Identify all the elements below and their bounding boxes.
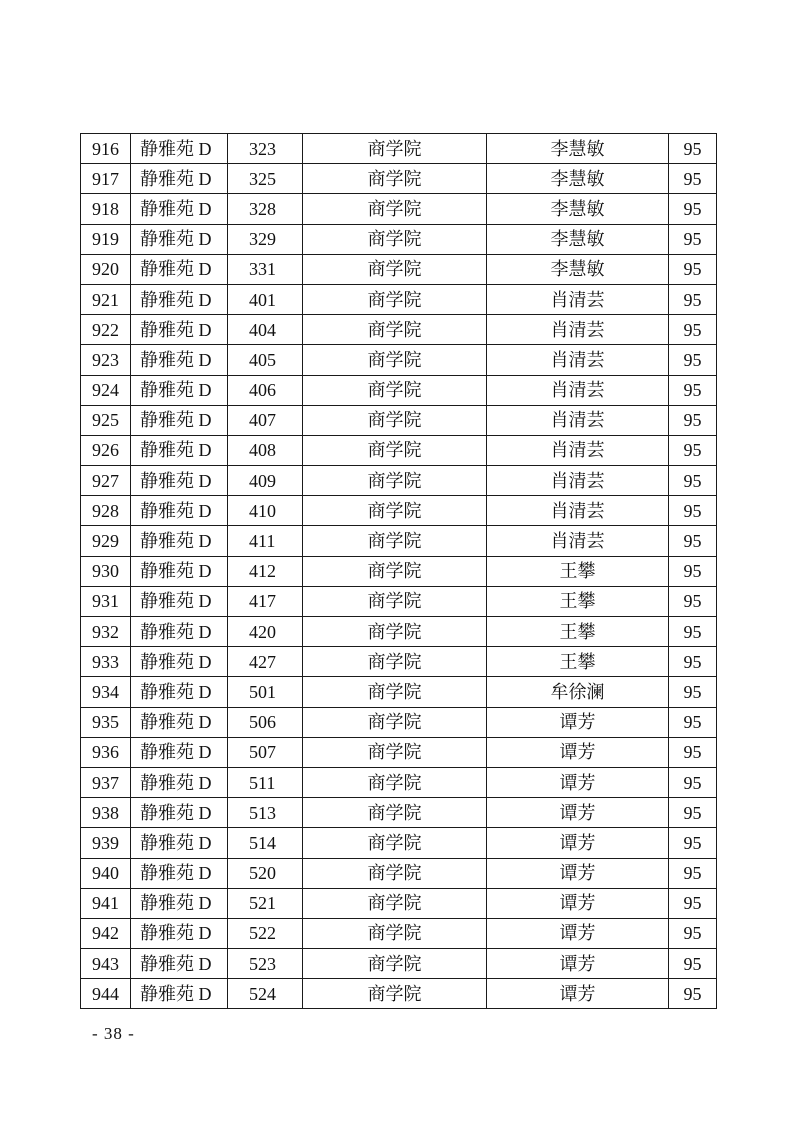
counselor-cell: 谭芳 bbox=[487, 979, 669, 1009]
score-cell: 95 bbox=[669, 949, 717, 979]
row-number-cell: 925 bbox=[81, 405, 131, 435]
counselor-cell: 李慧敏 bbox=[487, 224, 669, 254]
row-number-cell: 934 bbox=[81, 677, 131, 707]
college-cell: 商学院 bbox=[303, 949, 487, 979]
building-cell: 静雅苑 D bbox=[131, 707, 228, 737]
row-number-cell: 944 bbox=[81, 979, 131, 1009]
counselor-cell: 王攀 bbox=[487, 647, 669, 677]
building-cell: 静雅苑 D bbox=[131, 677, 228, 707]
counselor-cell: 肖清芸 bbox=[487, 375, 669, 405]
college-cell: 商学院 bbox=[303, 194, 487, 224]
table-row bbox=[81, 375, 717, 405]
building-cell: 静雅苑 D bbox=[131, 435, 228, 465]
college-cell: 商学院 bbox=[303, 345, 487, 375]
building-cell: 静雅苑 D bbox=[131, 979, 228, 1009]
room-cell: 520 bbox=[228, 858, 303, 888]
score-cell: 95 bbox=[669, 858, 717, 888]
table-row bbox=[81, 315, 717, 345]
table-row bbox=[81, 466, 717, 496]
score-cell: 95 bbox=[669, 556, 717, 586]
college-cell: 商学院 bbox=[303, 798, 487, 828]
row-number-cell: 942 bbox=[81, 918, 131, 948]
row-number-cell: 918 bbox=[81, 194, 131, 224]
room-cell: 524 bbox=[228, 979, 303, 1009]
row-number-cell: 919 bbox=[81, 224, 131, 254]
score-cell: 95 bbox=[669, 466, 717, 496]
building-cell: 静雅苑 D bbox=[131, 284, 228, 314]
table-row bbox=[81, 254, 717, 284]
counselor-cell: 肖清芸 bbox=[487, 466, 669, 496]
building-cell: 静雅苑 D bbox=[131, 858, 228, 888]
table-row bbox=[81, 194, 717, 224]
room-cell: 408 bbox=[228, 435, 303, 465]
table-row bbox=[81, 435, 717, 465]
table-row bbox=[81, 949, 717, 979]
row-number-cell: 916 bbox=[81, 134, 131, 164]
college-cell: 商学院 bbox=[303, 586, 487, 616]
room-cell: 409 bbox=[228, 466, 303, 496]
table-row bbox=[81, 134, 717, 164]
row-number-cell: 922 bbox=[81, 315, 131, 345]
counselor-cell: 谭芳 bbox=[487, 888, 669, 918]
room-cell: 411 bbox=[228, 526, 303, 556]
row-number-cell: 928 bbox=[81, 496, 131, 526]
row-number-cell: 927 bbox=[81, 466, 131, 496]
row-number-cell: 931 bbox=[81, 586, 131, 616]
score-cell: 95 bbox=[669, 345, 717, 375]
score-cell: 95 bbox=[669, 405, 717, 435]
row-number-cell: 939 bbox=[81, 828, 131, 858]
room-cell: 523 bbox=[228, 949, 303, 979]
table-row bbox=[81, 677, 717, 707]
room-cell: 404 bbox=[228, 315, 303, 345]
score-cell: 95 bbox=[669, 254, 717, 284]
college-cell: 商学院 bbox=[303, 435, 487, 465]
table-row bbox=[81, 979, 717, 1009]
counselor-cell: 王攀 bbox=[487, 556, 669, 586]
college-cell: 商学院 bbox=[303, 828, 487, 858]
table-row bbox=[81, 164, 717, 194]
building-cell: 静雅苑 D bbox=[131, 375, 228, 405]
room-cell: 514 bbox=[228, 828, 303, 858]
score-cell: 95 bbox=[669, 617, 717, 647]
table-row bbox=[81, 888, 717, 918]
row-number-cell: 935 bbox=[81, 707, 131, 737]
building-cell: 静雅苑 D bbox=[131, 345, 228, 375]
college-cell: 商学院 bbox=[303, 164, 487, 194]
table-row bbox=[81, 798, 717, 828]
college-cell: 商学院 bbox=[303, 918, 487, 948]
college-cell: 商学院 bbox=[303, 405, 487, 435]
score-cell: 95 bbox=[669, 828, 717, 858]
counselor-cell: 谭芳 bbox=[487, 949, 669, 979]
row-number-cell: 941 bbox=[81, 888, 131, 918]
counselor-cell: 肖清芸 bbox=[487, 315, 669, 345]
college-cell: 商学院 bbox=[303, 858, 487, 888]
score-cell: 95 bbox=[669, 194, 717, 224]
room-cell: 417 bbox=[228, 586, 303, 616]
building-cell: 静雅苑 D bbox=[131, 164, 228, 194]
row-number-cell: 923 bbox=[81, 345, 131, 375]
row-number-cell: 920 bbox=[81, 254, 131, 284]
table-row bbox=[81, 586, 717, 616]
college-cell: 商学院 bbox=[303, 526, 487, 556]
row-number-cell: 940 bbox=[81, 858, 131, 888]
counselor-cell: 谭芳 bbox=[487, 858, 669, 888]
score-cell: 95 bbox=[669, 737, 717, 767]
room-cell: 507 bbox=[228, 737, 303, 767]
row-number-cell: 924 bbox=[81, 375, 131, 405]
building-cell: 静雅苑 D bbox=[131, 586, 228, 616]
college-cell: 商学院 bbox=[303, 707, 487, 737]
building-cell: 静雅苑 D bbox=[131, 496, 228, 526]
counselor-cell: 谭芳 bbox=[487, 737, 669, 767]
room-cell: 501 bbox=[228, 677, 303, 707]
score-cell: 95 bbox=[669, 798, 717, 828]
counselor-cell: 肖清芸 bbox=[487, 284, 669, 314]
row-number-cell: 926 bbox=[81, 435, 131, 465]
score-cell: 95 bbox=[669, 979, 717, 1009]
table-row bbox=[81, 737, 717, 767]
college-cell: 商学院 bbox=[303, 677, 487, 707]
room-cell: 407 bbox=[228, 405, 303, 435]
building-cell: 静雅苑 D bbox=[131, 134, 228, 164]
room-cell: 521 bbox=[228, 888, 303, 918]
row-number-cell: 943 bbox=[81, 949, 131, 979]
building-cell: 静雅苑 D bbox=[131, 949, 228, 979]
building-cell: 静雅苑 D bbox=[131, 194, 228, 224]
score-cell: 95 bbox=[669, 134, 717, 164]
college-cell: 商学院 bbox=[303, 375, 487, 405]
row-number-cell: 938 bbox=[81, 798, 131, 828]
college-cell: 商学院 bbox=[303, 647, 487, 677]
table-row bbox=[81, 858, 717, 888]
building-cell: 静雅苑 D bbox=[131, 224, 228, 254]
college-cell: 商学院 bbox=[303, 224, 487, 254]
building-cell: 静雅苑 D bbox=[131, 888, 228, 918]
college-cell: 商学院 bbox=[303, 617, 487, 647]
college-cell: 商学院 bbox=[303, 254, 487, 284]
college-cell: 商学院 bbox=[303, 979, 487, 1009]
college-cell: 商学院 bbox=[303, 315, 487, 345]
room-cell: 427 bbox=[228, 647, 303, 677]
score-cell: 95 bbox=[669, 375, 717, 405]
room-cell: 506 bbox=[228, 707, 303, 737]
building-cell: 静雅苑 D bbox=[131, 315, 228, 345]
score-cell: 95 bbox=[669, 767, 717, 797]
table-row bbox=[81, 556, 717, 586]
counselor-cell: 李慧敏 bbox=[487, 164, 669, 194]
counselor-cell: 牟徐澜 bbox=[487, 677, 669, 707]
table-row bbox=[81, 496, 717, 526]
room-cell: 410 bbox=[228, 496, 303, 526]
counselor-cell: 谭芳 bbox=[487, 707, 669, 737]
college-cell: 商学院 bbox=[303, 888, 487, 918]
room-cell: 331 bbox=[228, 254, 303, 284]
score-cell: 95 bbox=[669, 888, 717, 918]
table-row bbox=[81, 767, 717, 797]
building-cell: 静雅苑 D bbox=[131, 918, 228, 948]
room-cell: 420 bbox=[228, 617, 303, 647]
dormitory-score-table bbox=[80, 133, 717, 1009]
table-row bbox=[81, 405, 717, 435]
counselor-cell: 王攀 bbox=[487, 586, 669, 616]
counselor-cell: 王攀 bbox=[487, 617, 669, 647]
score-cell: 95 bbox=[669, 496, 717, 526]
college-cell: 商学院 bbox=[303, 284, 487, 314]
building-cell: 静雅苑 D bbox=[131, 647, 228, 677]
college-cell: 商学院 bbox=[303, 134, 487, 164]
row-number-cell: 933 bbox=[81, 647, 131, 677]
room-cell: 412 bbox=[228, 556, 303, 586]
college-cell: 商学院 bbox=[303, 556, 487, 586]
building-cell: 静雅苑 D bbox=[131, 556, 228, 586]
counselor-cell: 谭芳 bbox=[487, 918, 669, 948]
building-cell: 静雅苑 D bbox=[131, 737, 228, 767]
table-row bbox=[81, 707, 717, 737]
building-cell: 静雅苑 D bbox=[131, 828, 228, 858]
counselor-cell: 肖清芸 bbox=[487, 435, 669, 465]
counselor-cell: 肖清芸 bbox=[487, 345, 669, 375]
score-cell: 95 bbox=[669, 918, 717, 948]
building-cell: 静雅苑 D bbox=[131, 466, 228, 496]
score-cell: 95 bbox=[669, 586, 717, 616]
building-cell: 静雅苑 D bbox=[131, 617, 228, 647]
score-cell: 95 bbox=[669, 164, 717, 194]
page-number: - 38 - bbox=[92, 1024, 135, 1043]
row-number-cell: 936 bbox=[81, 737, 131, 767]
row-number-cell: 921 bbox=[81, 284, 131, 314]
counselor-cell: 肖清芸 bbox=[487, 496, 669, 526]
counselor-cell: 谭芳 bbox=[487, 767, 669, 797]
counselor-cell: 李慧敏 bbox=[487, 254, 669, 284]
room-cell: 329 bbox=[228, 224, 303, 254]
college-cell: 商学院 bbox=[303, 737, 487, 767]
score-cell: 95 bbox=[669, 707, 717, 737]
table-row bbox=[81, 828, 717, 858]
room-cell: 328 bbox=[228, 194, 303, 224]
score-cell: 95 bbox=[669, 435, 717, 465]
room-cell: 401 bbox=[228, 284, 303, 314]
score-cell: 95 bbox=[669, 677, 717, 707]
counselor-cell: 李慧敏 bbox=[487, 134, 669, 164]
table-row bbox=[81, 918, 717, 948]
room-cell: 406 bbox=[228, 375, 303, 405]
score-cell: 95 bbox=[669, 315, 717, 345]
score-cell: 95 bbox=[669, 526, 717, 556]
row-number-cell: 917 bbox=[81, 164, 131, 194]
room-cell: 405 bbox=[228, 345, 303, 375]
counselor-cell: 肖清芸 bbox=[487, 526, 669, 556]
college-cell: 商学院 bbox=[303, 767, 487, 797]
room-cell: 325 bbox=[228, 164, 303, 194]
counselor-cell: 谭芳 bbox=[487, 828, 669, 858]
building-cell: 静雅苑 D bbox=[131, 526, 228, 556]
row-number-cell: 937 bbox=[81, 767, 131, 797]
room-cell: 511 bbox=[228, 767, 303, 797]
table-row bbox=[81, 617, 717, 647]
college-cell: 商学院 bbox=[303, 496, 487, 526]
table-body bbox=[81, 134, 717, 1009]
building-cell: 静雅苑 D bbox=[131, 767, 228, 797]
score-cell: 95 bbox=[669, 224, 717, 254]
table-row bbox=[81, 345, 717, 375]
building-cell: 静雅苑 D bbox=[131, 798, 228, 828]
counselor-cell: 肖清芸 bbox=[487, 405, 669, 435]
score-cell: 95 bbox=[669, 647, 717, 677]
table-row bbox=[81, 647, 717, 677]
counselor-cell: 谭芳 bbox=[487, 798, 669, 828]
table-row bbox=[81, 284, 717, 314]
row-number-cell: 930 bbox=[81, 556, 131, 586]
row-number-cell: 929 bbox=[81, 526, 131, 556]
table-row bbox=[81, 526, 717, 556]
counselor-cell: 李慧敏 bbox=[487, 194, 669, 224]
building-cell: 静雅苑 D bbox=[131, 254, 228, 284]
room-cell: 513 bbox=[228, 798, 303, 828]
room-cell: 323 bbox=[228, 134, 303, 164]
table-row bbox=[81, 224, 717, 254]
college-cell: 商学院 bbox=[303, 466, 487, 496]
room-cell: 522 bbox=[228, 918, 303, 948]
building-cell: 静雅苑 D bbox=[131, 405, 228, 435]
score-cell: 95 bbox=[669, 284, 717, 314]
row-number-cell: 932 bbox=[81, 617, 131, 647]
